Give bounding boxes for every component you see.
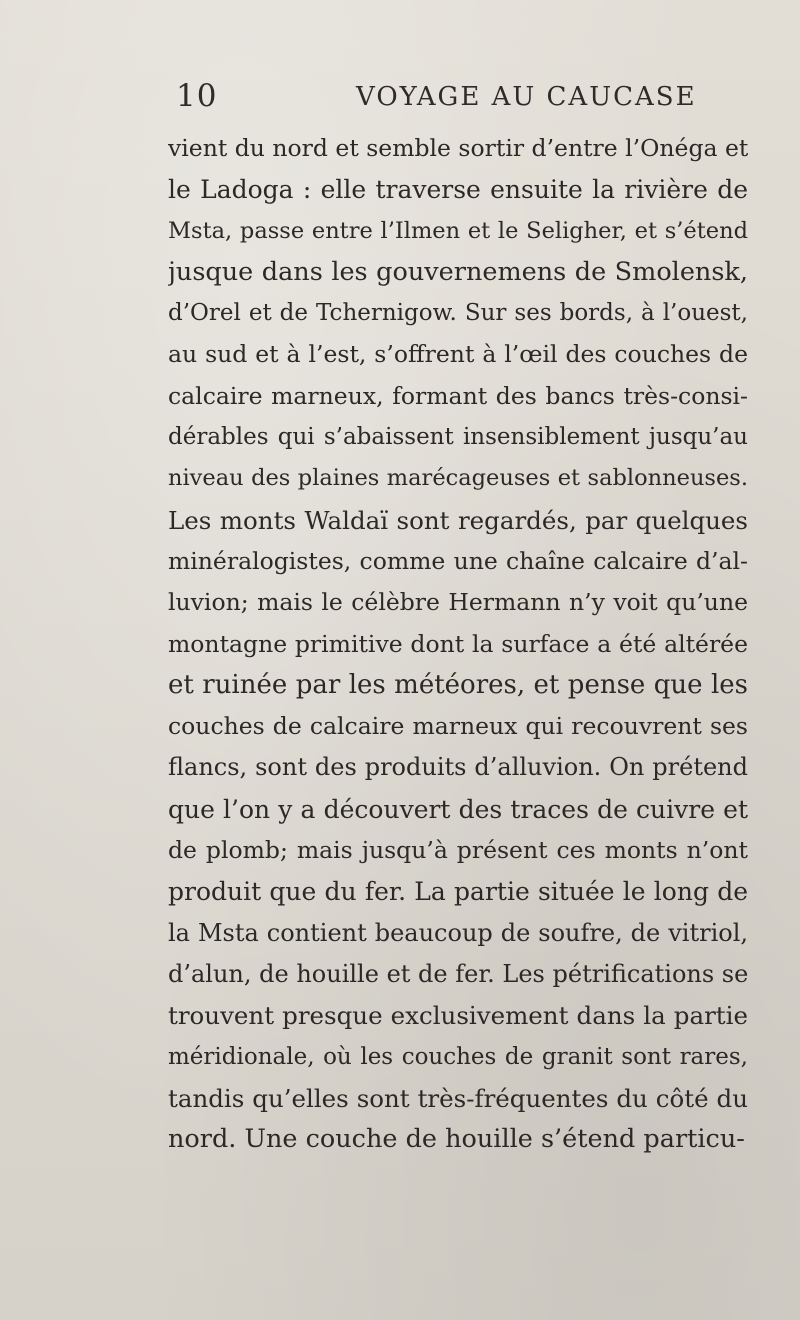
text-line: le Ladoga : elle traverse ensuite la rivière de xyxy=(168,175,748,205)
text-line: vient du nord et semble sortir d’entre l’Onéga et xyxy=(168,134,748,162)
text-line: luvion; mais le célèbre Hermann n’y voit qu’une xyxy=(168,588,748,617)
text-line: d’Orel et de Tchernigow. Sur ses bords, à l’ouest, xyxy=(168,300,748,327)
text-line: la Msta contient beaucoup de soufre, de vitriol, xyxy=(168,918,748,947)
text-line: flancs, sont des produits d’alluvion. On prétend xyxy=(168,753,748,782)
text-line: et ruinée par les météores, et pense que les xyxy=(168,669,748,700)
text-line: méridionale, où les couches de granit sont rares, xyxy=(168,1043,748,1070)
text-line: nord. Une couche de houille s’étend particu- xyxy=(168,1124,745,1155)
text-line: tandis qu’elles sont très-fréquentes du côté du xyxy=(168,1083,748,1113)
text-line: minéralogistes, comme une chaîne calcaire d’al- xyxy=(168,546,748,575)
body-text xyxy=(168,128,748,1160)
page-header xyxy=(176,78,736,126)
page-number: 10 xyxy=(176,78,218,114)
text-line: d’alun, de houille et de fer. Les pétrifications se xyxy=(168,959,748,988)
text-line: niveau des plaines marécageuses et sablonneuses. xyxy=(168,465,748,492)
text-line: jusque dans les gouvernemens de Smolensk, xyxy=(168,256,748,287)
text-line: montagne primitive dont la surface a été altérée xyxy=(168,629,748,658)
text-line: Msta, passe entre l’Ilmen et le Seligher, et s’étend xyxy=(168,217,748,244)
text-line: que l’on y a découvert des traces de cuivre et xyxy=(168,794,748,824)
running-title: VOYAGE AU CAUCASE xyxy=(356,82,697,112)
text-line: trouvent presque exclusivement dans la partie xyxy=(168,1001,748,1031)
text-line: produit que du fer. La partie située le long de xyxy=(168,877,748,907)
text-line: calcaire marneux, formant des bancs très-consi- xyxy=(168,381,748,410)
text-line: couches de calcaire marneux qui recouvrent ses xyxy=(168,712,748,741)
text-line: Les monts Waldaï sont regardés, par quelques xyxy=(168,505,748,535)
text-line: dérables qui s’abaissent insensiblement jusqu’au xyxy=(168,424,748,451)
text-line: de plomb; mais jusqu’à présent ces monts n’ont xyxy=(168,836,748,865)
text-line: au sud et à l’est, s’offrent à l’œil des couches de xyxy=(168,340,748,369)
